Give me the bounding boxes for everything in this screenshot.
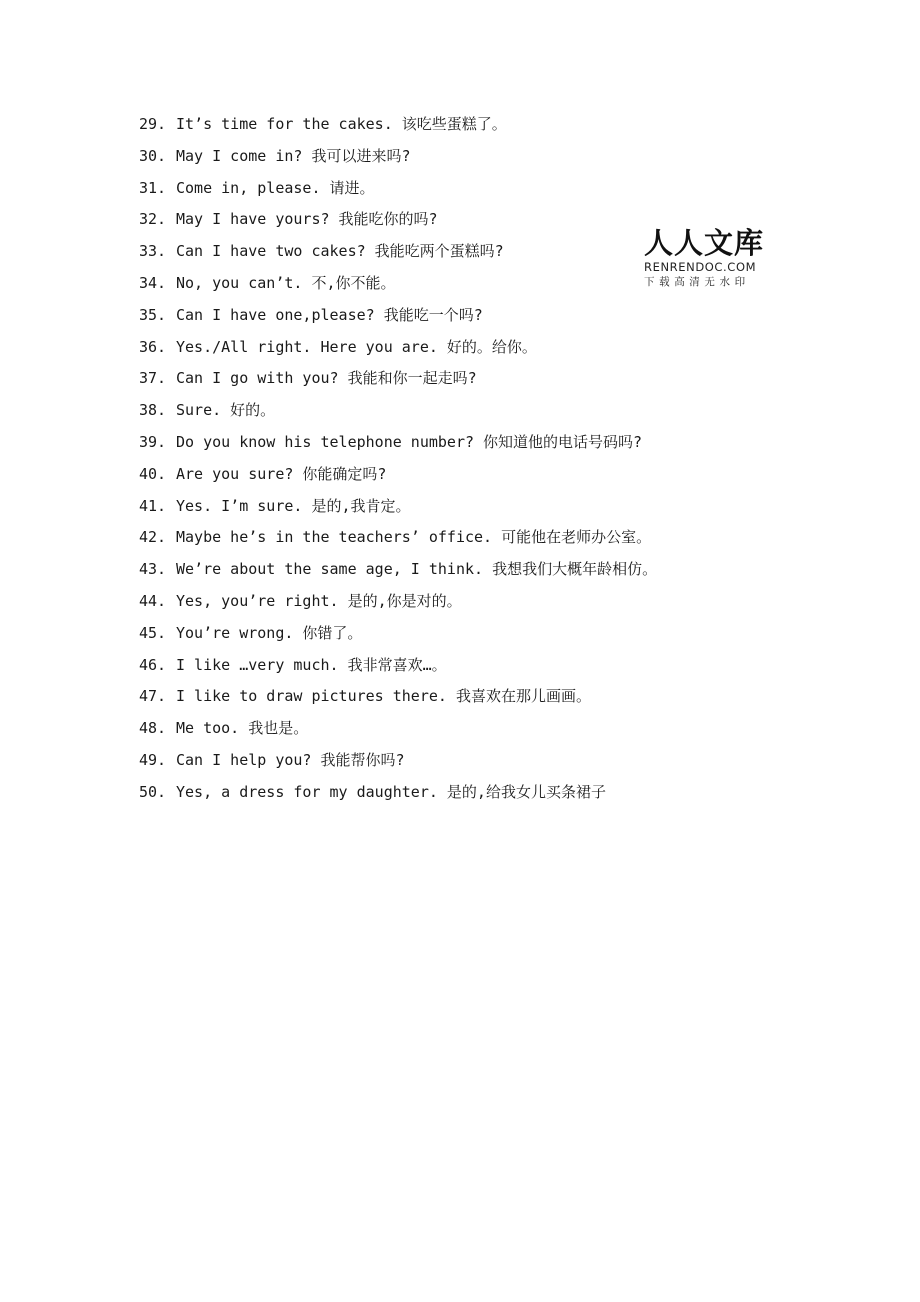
line-number: 43. xyxy=(139,560,167,579)
watermark-title: 人人文库 xyxy=(644,226,765,260)
line-number: 33. xyxy=(139,242,167,261)
line-text: Come in, please. 请进。 xyxy=(176,178,375,197)
line-number: 49. xyxy=(139,750,167,769)
line-text: It’s time for the cakes. 该吃些蛋糕了。 xyxy=(176,115,507,133)
line-number: 40. xyxy=(139,464,167,483)
line-number: 37. xyxy=(139,369,167,388)
sentence-line xyxy=(139,144,657,176)
line-number: 46. xyxy=(139,655,167,674)
line-number: 38. xyxy=(139,401,167,420)
line-text: No, you can’t. 不,你不能。 xyxy=(176,273,396,292)
sentence-line xyxy=(139,303,657,335)
sentence-line xyxy=(139,525,657,557)
sentence-line xyxy=(139,684,657,716)
line-text: Can I have one,please? 我能吃一个吗? xyxy=(176,305,483,324)
sentence-line xyxy=(139,621,657,653)
sentence-line xyxy=(139,462,657,494)
sentence-line xyxy=(139,271,657,303)
sentence-line xyxy=(139,716,657,748)
line-text: May I come in? 我可以进来吗? xyxy=(176,146,411,165)
line-number: 42. xyxy=(139,528,167,547)
sentence-line xyxy=(139,780,657,812)
line-text: Yes./All right. Here you are. 好的。给你。 xyxy=(176,337,537,356)
line-number: 29. xyxy=(139,115,167,133)
line-number: 35. xyxy=(139,305,167,324)
line-number: 50. xyxy=(139,782,167,801)
line-number: 44. xyxy=(139,591,167,610)
line-text: Can I have two cakes? 我能吃两个蛋糕吗? xyxy=(176,242,504,261)
line-text: You’re wrong. 你错了。 xyxy=(176,623,363,642)
line-text: Maybe he’s in the teachers’ office. 可能他在老师办公室。 xyxy=(176,528,652,547)
line-number: 45. xyxy=(139,623,167,642)
line-text: Yes. I’m sure. 是的,我肯定。 xyxy=(176,496,411,515)
line-text: We’re about the same age, I think. 我想我们大概年龄相仿。 xyxy=(176,560,658,579)
line-text: Can I go with you? 我能和你一起走吗? xyxy=(176,369,477,388)
watermark-subtitle: 下载高清无水印 xyxy=(644,276,750,288)
line-number: 47. xyxy=(139,687,167,706)
line-text: May I have yours? 我能吃你的吗? xyxy=(176,210,438,229)
line-text: I like …very much. 我非常喜欢…。 xyxy=(176,655,447,674)
sentence-line xyxy=(139,589,657,621)
sentence-line xyxy=(139,239,657,271)
sentence-line xyxy=(139,176,657,208)
sentence-line xyxy=(139,366,657,398)
line-number: 36. xyxy=(139,337,167,356)
line-number: 48. xyxy=(139,719,167,738)
renrendoc-watermark-logo xyxy=(644,226,774,289)
line-number: 31. xyxy=(139,178,167,197)
line-text: Do you know his telephone number? 你知道他的电话号码吗? xyxy=(176,432,643,451)
sentence-line xyxy=(139,335,657,367)
sentence-list xyxy=(139,112,657,812)
watermark-url: RENRENDOC.COM xyxy=(644,260,757,274)
line-text: Yes, a dress for my daughter. 是的,给我女儿买条裙子 xyxy=(176,782,606,801)
line-text: Can I help you? 我能帮你吗? xyxy=(176,750,405,769)
sentence-line xyxy=(139,112,657,144)
sentence-line xyxy=(139,207,657,239)
line-text: Me too. 我也是。 xyxy=(176,719,309,738)
sentence-line xyxy=(139,748,657,780)
line-number: 30. xyxy=(139,146,167,165)
sentence-line xyxy=(139,494,657,526)
line-number: 39. xyxy=(139,432,167,451)
line-text: I like to draw pictures there. 我喜欢在那儿画画。 xyxy=(176,687,591,706)
line-number: 32. xyxy=(139,210,167,229)
sentence-line xyxy=(139,430,657,462)
line-number: 34. xyxy=(139,273,167,292)
line-text: Yes, you’re right. 是的,你是对的。 xyxy=(176,591,462,610)
line-text: Sure. 好的。 xyxy=(176,401,276,420)
line-text: Are you sure? 你能确定吗? xyxy=(176,464,387,483)
sentence-line xyxy=(139,557,657,589)
sentence-line xyxy=(139,398,657,430)
line-number: 41. xyxy=(139,496,167,515)
sentence-line xyxy=(139,653,657,685)
